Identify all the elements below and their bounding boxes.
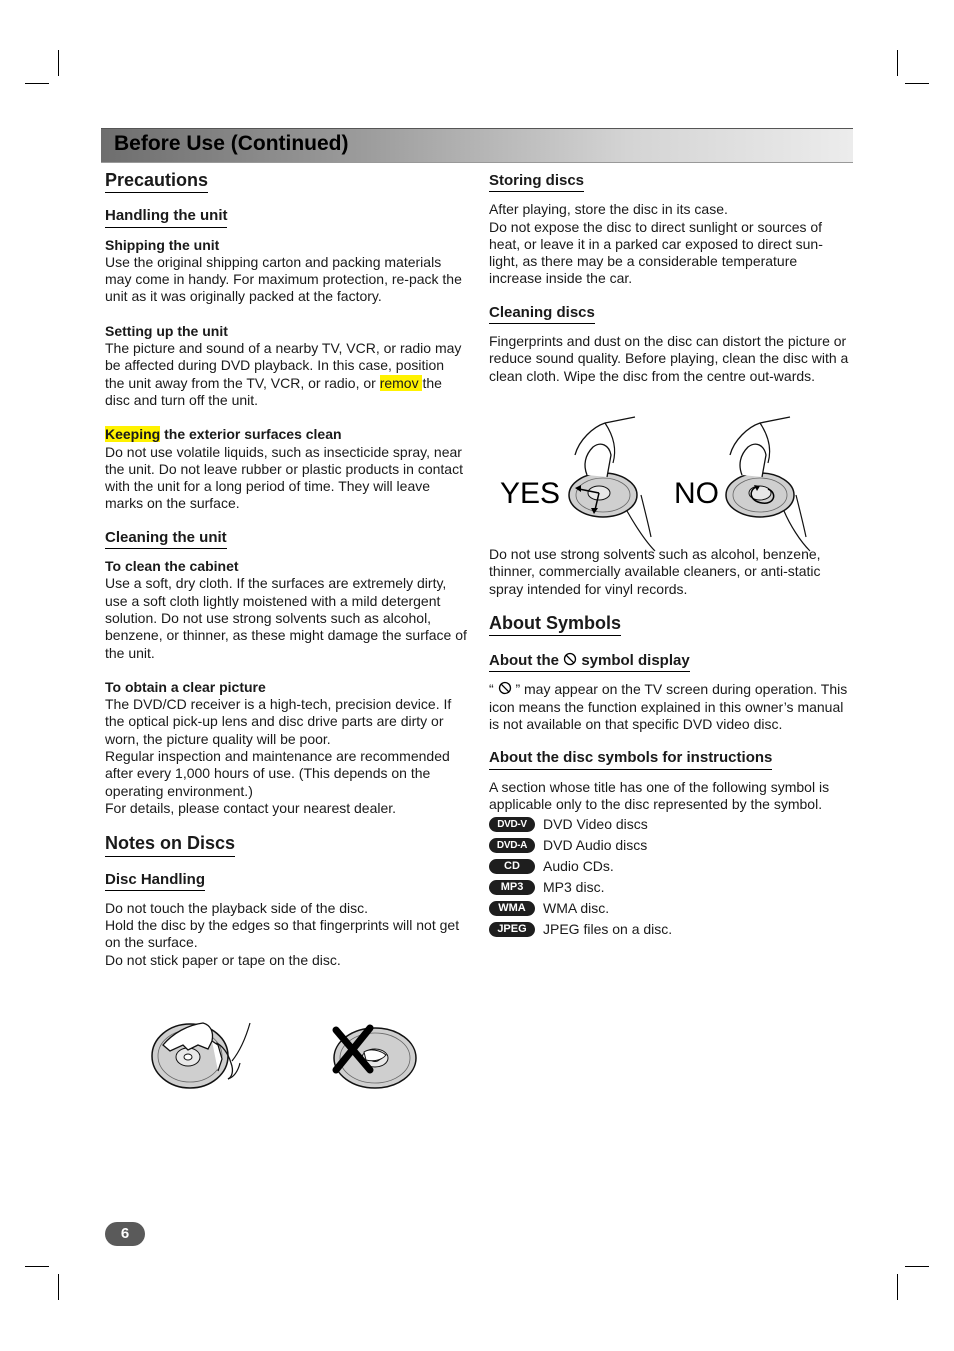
disc-handling-heading: Disc Handling (105, 871, 205, 891)
symbol-display-heading (489, 652, 690, 672)
crop-mark (58, 50, 59, 76)
list-item (489, 877, 851, 898)
setting-unit-text (105, 340, 467, 409)
disc-handling-line-2: Hold the disc by the edges so that fingerprints will not get on the surface. (105, 917, 460, 951)
hand-holding-disc-icon (148, 1015, 258, 1095)
crop-mark (897, 50, 898, 76)
crop-mark (897, 1274, 898, 1300)
right-column (489, 172, 851, 940)
list-item (489, 835, 851, 856)
badge-label: WMA disc. (543, 900, 610, 917)
disc-handling-line-1: Do not touch the playback side of the disc. (105, 899, 369, 916)
symbol-display-text (489, 681, 851, 733)
dvd-a-badge: DVD-A (489, 838, 535, 853)
yes-label: YES (500, 477, 561, 510)
symbol-display-heading-pre: About the (489, 652, 564, 670)
left-column (105, 172, 467, 969)
shipping-unit-text: Use the original shipping carton and packing materials may come in handy. For maximum protection, re-pack the unit as it was originally packed at the factory. (105, 253, 462, 305)
wipe-circular-disc-icon (720, 415, 815, 555)
clear-picture-text-2: Regular inspection and maintenance are recommended after every 1,000 hours of use. (This depends on the operating environment.) (105, 748, 450, 799)
list-item (489, 856, 851, 877)
storing-discs-line-1: After playing, store the disc in its case. (489, 201, 728, 218)
clear-picture-text-1: The DVD/CD receiver is a high-tech, precision device. If the optical pick-up lens and disc drive parts are dirty or worn, the picture quality will be poor. (105, 696, 452, 747)
symbol-display-heading-post: symbol display (577, 652, 690, 670)
jpeg-badge: JPEG (489, 922, 535, 937)
cleaning-discs-text: Fingerprints and dust on the disc can distort the picture or reduce sound quality. Before playing, clean the disc with a clean cloth. Wipe the disc from the centre out-wards. (489, 333, 849, 384)
handling-unit-heading: Handling the unit (105, 207, 227, 227)
storing-discs-line-2: Do not expose the disc to direct sunlight or sources of heat, or leave it in a parked car exposed to direct sun-light, as there may be a considerable temperature increase inside the car. (489, 218, 823, 287)
clear-picture-text-3: For details, please contact your nearest dealer. (105, 799, 397, 816)
list-item (489, 814, 851, 835)
crop-mark (25, 83, 49, 84)
dvd-v-badge: DVD-V (489, 817, 535, 832)
shipping-unit-heading: Shipping the unit (105, 236, 220, 253)
badge-label: DVD Audio discs (543, 837, 648, 854)
page-number: 6 (105, 1222, 145, 1246)
highlighted-text: Keeping (105, 426, 161, 443)
quote-open: “ (489, 681, 498, 698)
badge-label: DVD Video discs (543, 816, 648, 833)
disc-symbols-text: A section whose title has one of the following symbol is applicable only to the disc represented by the symbol. (489, 778, 830, 812)
keeping-clean-heading (105, 426, 467, 443)
prohibited-circle-icon (498, 681, 512, 695)
about-symbols-heading: About Symbols (489, 615, 621, 636)
list-item (489, 898, 851, 919)
disc-handling-line-3: Do not stick paper or tape on the disc. (105, 951, 341, 968)
disc-symbol-list (489, 814, 851, 940)
crop-mark (905, 83, 929, 84)
setting-text-end: the disc and turn off the unit. (105, 374, 442, 408)
crop-mark (25, 1266, 49, 1267)
badge-label: Audio CDs. (543, 858, 614, 875)
crop-mark (58, 1274, 59, 1300)
clear-picture-heading: To obtain a clear picture (105, 678, 266, 695)
keeping-clean-text: Do not use volatile liquids, such as insecticide spray, near the unit. Do not leave rubber or plastic products in contact with the unit for a long period of time. They will leave marks on the surface. (105, 443, 463, 512)
notes-on-discs-heading: Notes on Discs (105, 835, 235, 856)
list-item (489, 919, 851, 940)
clean-cabinet-text: Use a soft, dry cloth. If the surfaces are extremely dirty, use a soft cloth lightly moistened with a mild detergent solution. Do not use strong solvents such as alcohol, benzene, or thinner, as these might damage the surface of the unit. (105, 575, 467, 661)
keeping-heading-rest: the exterior surfaces clean (160, 426, 342, 443)
wma-badge: WMA (489, 901, 535, 916)
badge-label: MP3 disc. (543, 879, 605, 896)
section-banner (101, 128, 853, 163)
page-title: Before Use (Continued) (114, 132, 349, 155)
clean-cabinet-heading: To clean the cabinet (105, 558, 239, 575)
cleaning-unit-heading: Cleaning the unit (105, 529, 227, 549)
symbol-display-text-body: ” may appear on the TV screen during operation. This icon means the function explained in this owner’s manual is not available on that specific DVD video disc. (489, 681, 848, 733)
setting-text-start: The picture and sound of a nearby TV, VCR, or radio may be affected during DVD playback. In this case, position the unit away from the TV, VCR, or radio, or (105, 340, 462, 391)
badge-label: JPEG files on a disc. (543, 921, 673, 938)
highlighted-text: remov (379, 374, 423, 391)
wipe-outward-disc-icon (565, 415, 660, 555)
solvent-warning-text: Do not use strong solvents such as alcohol, benzene, thinner, commercially available cleaners, or anti-static spray intended for vinyl records. (489, 545, 821, 597)
no-label: NO (674, 477, 719, 510)
precautions-heading: Precautions (105, 172, 208, 193)
setting-unit-heading: Setting up the unit (105, 322, 228, 339)
mp3-badge: MP3 (489, 880, 535, 895)
prohibited-circle-icon (563, 652, 577, 666)
crop-mark (905, 1266, 929, 1267)
storing-discs-heading: Storing discs (489, 172, 584, 192)
cd-badge: CD (489, 859, 535, 874)
crossed-out-disc-icon (330, 1022, 422, 1092)
disc-symbols-heading: About the disc symbols for instructions (489, 749, 772, 769)
cleaning-discs-heading: Cleaning discs (489, 304, 595, 324)
